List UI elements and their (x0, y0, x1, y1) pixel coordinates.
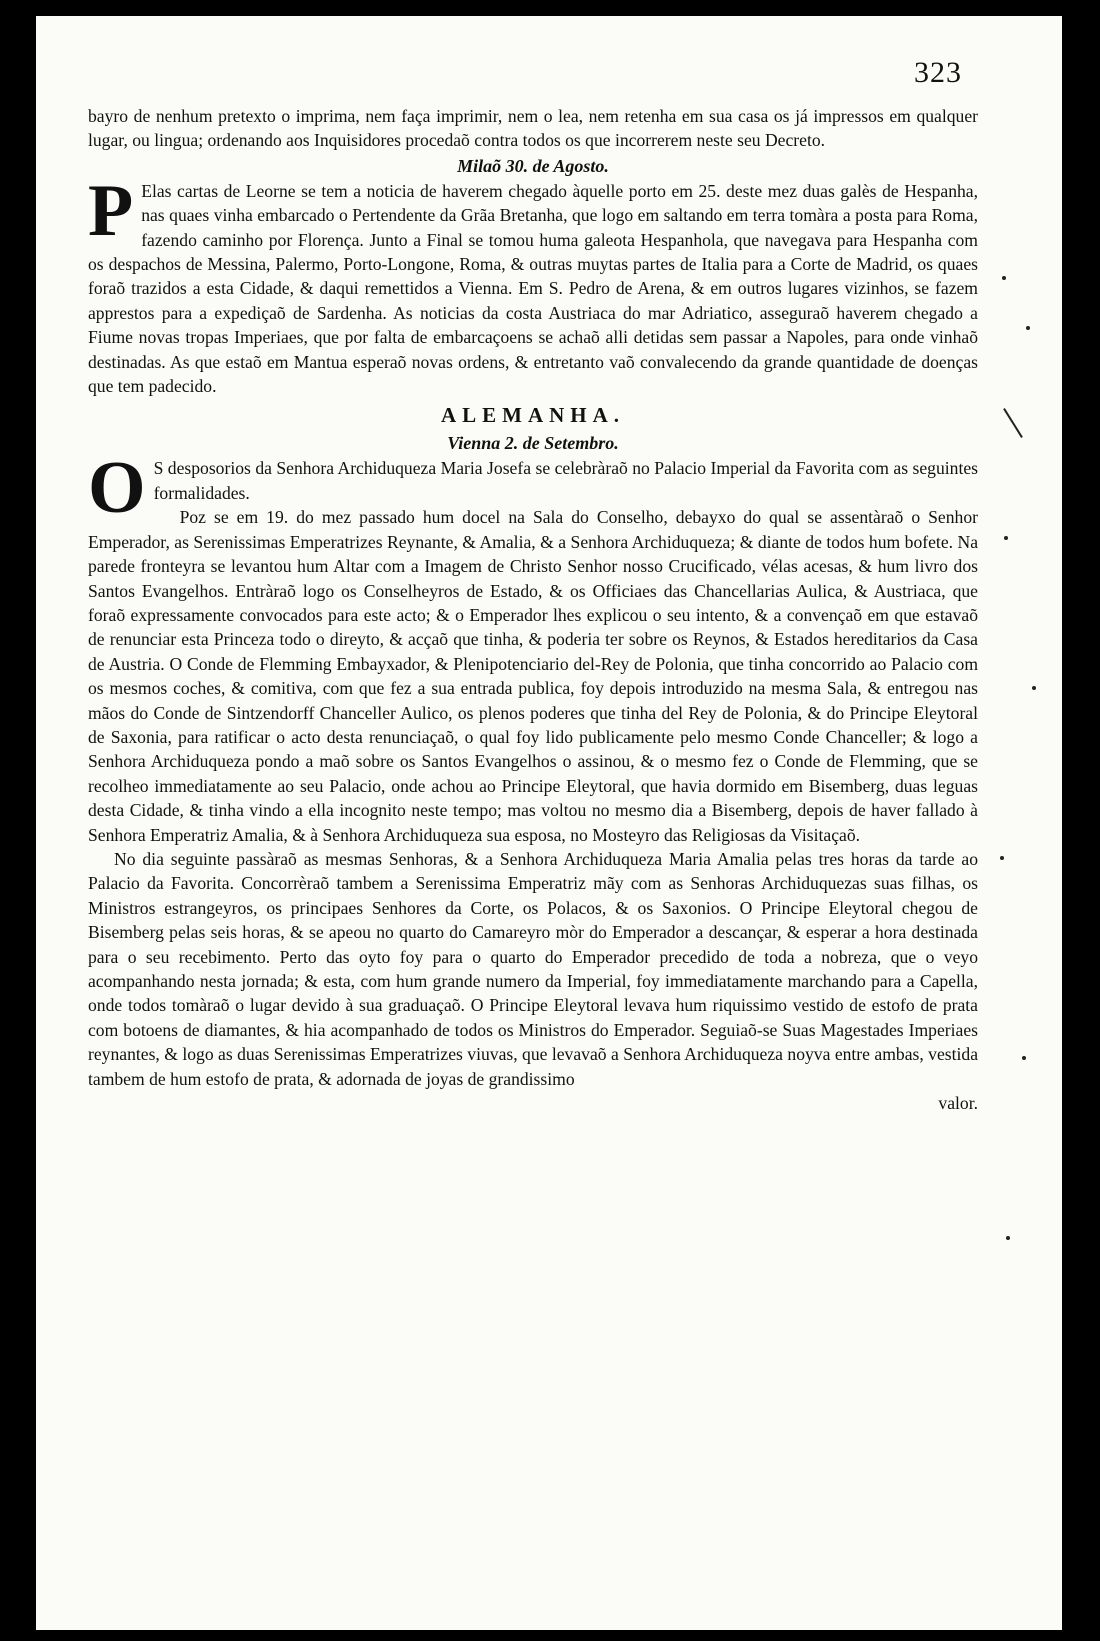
scan-speck (1022, 1056, 1026, 1060)
dropcap-p: P (88, 169, 134, 252)
scan-speck (1006, 1236, 1010, 1240)
scan-speck (1002, 276, 1006, 280)
dateline-milan: Milaõ 30. de Agosto. (457, 155, 609, 176)
page-number: 323 (914, 56, 962, 89)
scan-streak (1003, 408, 1023, 438)
milan-paragraph (88, 169, 978, 399)
scan-speck (1026, 326, 1030, 330)
section-heading-alemanha: ALEMANHA. (440, 403, 626, 428)
vienna-paragraph-2: Poz se em 19. do mez passado hum docel na Sala do Conselho, debayxo do qual se assentàraõ o Senhor Emperador, as Serenissimas Emperatrizes Reynante, & Amalia, & a Senhora Archiduqueza; & diante de todos hum bofete. Na parede fronteyra se levantou hum Altar com a Imagem de Christo Senhor nosso Crucificado, vélas acesas, & hum livro dos Santos Evangelhos. Entràraõ logo os Conselheyros de Estado, & os Officiaes das Chancellarias Aulica, & Austriaca, que foraõ expressamente convocados para este acto; & o Emperador lhes explicou o seu intento, & a convençaõ em que estavaõ de renunciar esta Princeza todo o direyto, & acçaõ que tinha, & poderia ter sobre os Reynos, & Estados hereditarios da Casa de Austria. O Conde de Flemming Embayxador, & Plenipotenciario del-Rey de Polonia, que tinha concorrido ao Palacio com os mesmos coches, & comitiva, com que fez a sua entrada publica, foy depois introduzido na mesma Sala, & entregou nas mãos do Conde de Sintzendorff Chanceller Aulico, os plenos poderes que tinha del Rey de Polonia, & do Principe Eleytoral de Saxonia, para ratificar o acto desta renunciaçaõ, o qual foy lido publicamente pelo mesmo Conde Chanceller; & logo a Senhora Archiduqueza pondo a maõ sobre os Santos Evangelhos o assinou, & o mesmo fez o Conde de Flemming, que se recolheo immediatamente ao seu Palacio, onde achou ao Principe Eleytoral, que havia dormido em Bisemberg, duas leguas desta Cidade, & tinha vindo a ella incognito neste tempo; mas voltou no mesmo dia a Bisemberg, depois de haver fallado à Senhora Emperatriz Amalia, & à Senhora Archiduqueza sua esposa, no Mosteyro das Religiosas da Visitaçaõ. (88, 507, 978, 845)
dateline-vienna: Vienna 2. de Setembro. (447, 433, 619, 454)
catchword: valor. (938, 1093, 978, 1114)
milan-text: Elas cartas de Leorne se tem a noticia de haverem chegado àquelle porto em 25. deste mez duas galès de Hespanha, nas quaes vinha embarcado o Pertendente da Grãa Bretanha, que logo em saltando em terra tomàra a posta para Roma, fazendo caminho por Florença. Junto a Final se tomou huma galeota Hespanhola, que navegava para Hespanha com os despachos de Messina, Palermo, Porto-Longone, Roma, & outras muytas partes de Italia para a Corte de Madrid, os quaes foraõ trazidos a esta Cidade, & daqui remettidos a Vienna. Em S. Pedro de Arena, & em outros lugares vizinhos, se fazem apprestos para a expediçaõ de Sardenha. As noticias da costa Austriaca do mar Adriatico, asseguraõ haverem chegado a Fiume novas tropas Imperiaes, que por falta de embarcaçoens se achaõ alli detidas sem passar a Napoles, para onde vinhaõ destinadas. As que estaõ em Mantua esperaõ novas ordens, & entretanto vaõ convalecendo da grande quantidade de doenças que tem padecido. (88, 180, 978, 397)
scan-speck (1032, 686, 1036, 690)
document-page (36, 16, 1062, 1630)
dropcap-o: O (88, 447, 146, 530)
scan-artifacts (982, 236, 1062, 1386)
scan-left-border (0, 0, 10, 1641)
vienna-text-1: S desposorios da Senhora Archiduqueza Maria Josefa se celebràraõ no Palacio Imperial da Favorita com as seguintes formalidades. (153, 458, 978, 503)
intro-paragraph: bayro de nenhum pretexto o imprima, nem faça imprimir, nem o lea, nem retenha em sua casa os já impressos em qualquer lugar, ou lingua; ordenando aos Inquisidores procedaõ contra todos os que incorrerem neste seu Decreto. (88, 106, 978, 151)
scan-speck (1000, 856, 1004, 860)
page-content (88, 104, 978, 1115)
scan-speck (1004, 536, 1008, 540)
vienna-paragraph-1 (88, 447, 978, 530)
vienna-paragraph-3: No dia seguinte passàraõ as mesmas Senhoras, & a Senhora Archiduqueza Maria Amalia pelas tres horas da tarde ao Palacio da Favorita. Concorrèraõ tambem a Serenissima Emperatriz mãy com as Senhoras Archiduquezas suas filhas, os Ministros estrangeyros, os principaes Senhores da Corte, os Polacos, & os Saxonios. O Principe Eleytoral chegou de Bisemberg pelas seis horas, & se apeou no quarto do Camareyro mòr do Emperador a descançar, & esperar a hora destinada para o seu recebimento. Perto das oyto foy para o quarto do Emperador precedido de toda a nobreza, que o veyo acompanhando nesta jornada; & esta, com hum grande numero da Imperial, foy immediatamente marchando para a Capella, onde todos tomàraõ o lugar devido à sua graduaçaõ. O Principe Eleytoral levava hum riquissimo vestido de estofo de prata com botoens de diamantes, & hia acompanhado de todos os Ministros do Emperador. Seguiaõ-se Suas Magestades Imperiaes reynantes, & logo as duas Serenissimas Emperatrizes viuvas, que levavaõ a Senhora Archiduqueza noyva entre ambas, vestida tambem de hum estofo de prata, & adornada de joyas de grandissimo (88, 848, 978, 1089)
